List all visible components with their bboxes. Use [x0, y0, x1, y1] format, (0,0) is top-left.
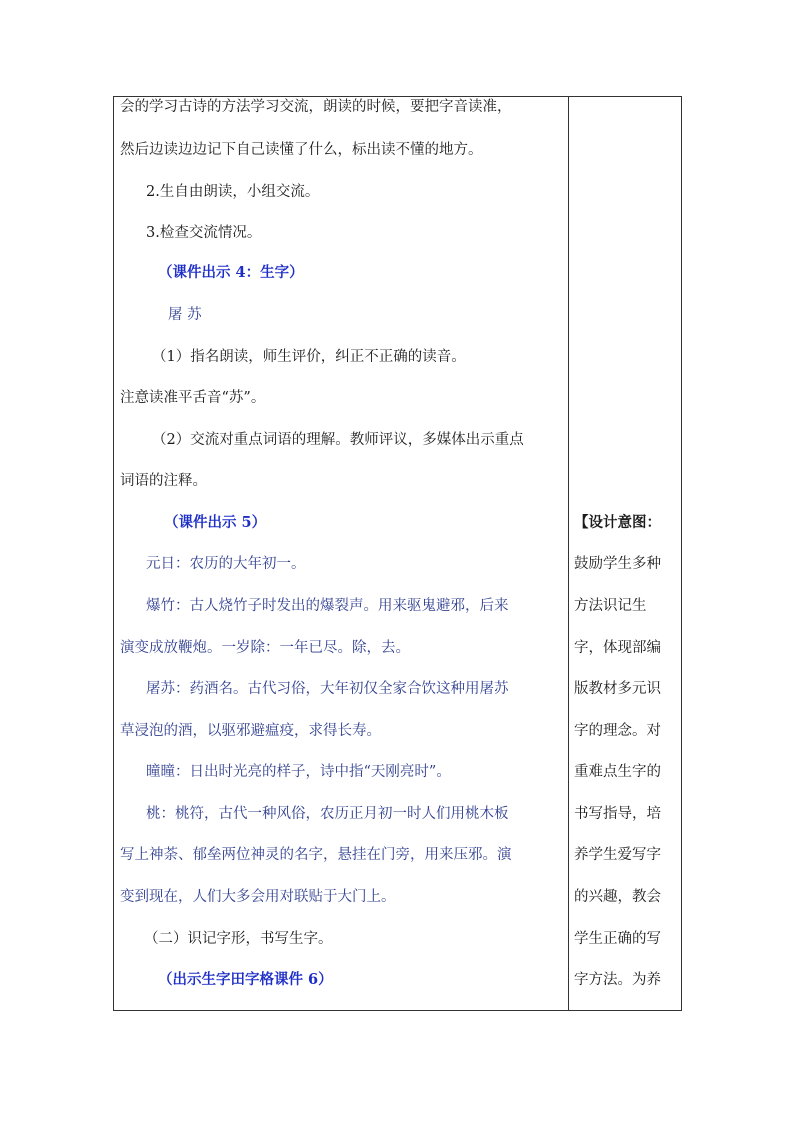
gloss-line: 曈曈：日出时光亮的样子，诗中指“天刚亮时”。	[146, 764, 451, 780]
step-line: 3.检查交流情况。	[146, 225, 262, 241]
paragraph-line: 然后边读边边记下自己读懂了什么，标出读不懂的地方。	[120, 142, 483, 158]
side-line: 书写指导，培	[574, 806, 661, 822]
side-line: 重难点生字的	[574, 764, 661, 780]
side-line: 版教材多元识	[574, 681, 661, 697]
step-line: 2.生自由朗读，小组交流。	[146, 184, 320, 200]
side-line: 字方法。为养	[574, 972, 661, 988]
column-divider	[568, 97, 569, 1010]
side-line: 学生正确的写	[574, 931, 661, 947]
gloss-line: 草浸泡的酒，以驱邪避瘟疫，求得长寿。	[120, 723, 381, 739]
design-intent-heading: 【设计意图：	[574, 514, 661, 531]
paragraph-line: 会的学习古诗的方法学习交流，朗读的时候，要把字音读准，	[120, 99, 512, 115]
step-line: （1）指名朗读，师生评价，纠正不正确的读音。	[152, 349, 466, 365]
side-line: 鼓励学生多种	[574, 556, 661, 572]
side-line: 字，体现部编	[574, 640, 661, 656]
step-line: 词语的注释。	[120, 473, 207, 489]
lesson-table	[113, 96, 682, 1011]
step-line: （2）交流对重点词语的理解。教师评议，多媒体出示重点	[152, 432, 524, 448]
gloss-line: 元日：农历的大年初一。	[146, 556, 306, 572]
gloss-line: 爆竹：古人烧竹子时发出的爆裂声。用来驱鬼避邪，后来	[146, 598, 509, 614]
gloss-line: 演变成放鞭炮。一岁除：一年已尽。除，去。	[120, 640, 410, 656]
gloss-line: 桃：桃符，古代一种风俗，农历正月初一时人们用桃木板	[146, 806, 509, 822]
new-characters: 屠 苏	[168, 307, 202, 323]
side-line: 方法识记生	[574, 598, 647, 614]
gloss-line: 屠苏：药酒名。古代习俗，大年初仅全家合饮这种用屠苏	[146, 681, 509, 697]
courseware-heading: （课件出示 5）	[164, 514, 267, 531]
side-line: 字的理念。对	[574, 723, 661, 739]
side-line: 的兴趣，教会	[574, 889, 661, 905]
side-line: 养学生爱写字	[574, 847, 661, 863]
note-line: 注意读准平舌音“苏”。	[120, 390, 266, 406]
step-line: （二）识记字形，书写生字。	[144, 931, 333, 947]
courseware-heading: （出示生字田字格课件 6）	[158, 971, 333, 988]
gloss-line: 写上神荼、郁垒两位神灵的名字，悬挂在门旁，用来压邪。演	[120, 847, 512, 863]
gloss-line: 变到现在，人们大多会用对联贴于大门上。	[120, 889, 396, 905]
courseware-heading: （课件出示 4：生字）	[158, 264, 304, 281]
